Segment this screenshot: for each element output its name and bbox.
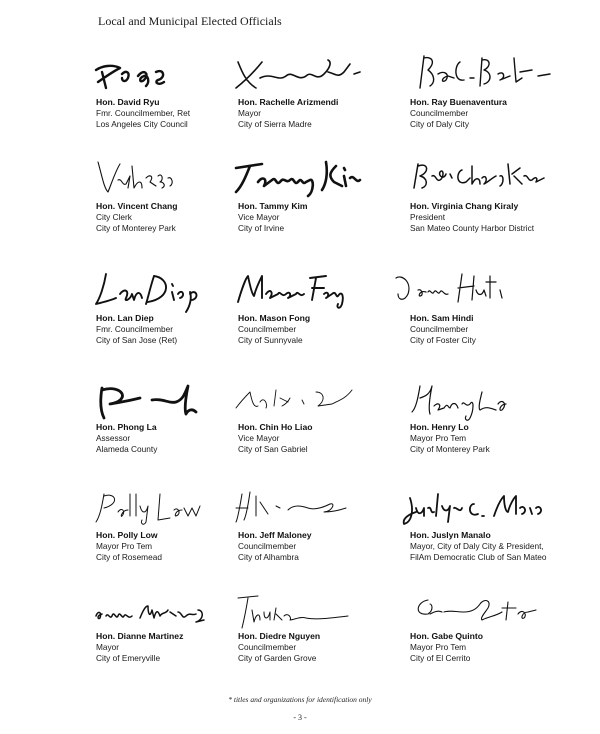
signature-1	[92, 52, 242, 96]
signature-7	[92, 268, 242, 312]
official-title: Mayor	[238, 108, 262, 118]
official-name: Hon. Chin Ho Liao	[238, 422, 313, 432]
official-name: Hon. Sam Hindi	[410, 313, 474, 323]
official-card	[238, 97, 408, 129]
signature-9	[390, 268, 540, 312]
official-title: Mayor Pro Tem	[410, 642, 467, 652]
footnote: * titles and organizations for identification only	[228, 695, 372, 704]
signature-10	[92, 378, 242, 422]
official-organization: City of Monterey Park	[96, 222, 176, 233]
official-title: President	[410, 212, 446, 222]
official-organization: City of Alhambra	[238, 551, 299, 562]
official-organization: City of Rosemead	[96, 551, 162, 562]
official-card	[410, 313, 580, 345]
signature-18	[410, 590, 560, 634]
official-name: Hon. Tammy Kim	[238, 201, 308, 211]
official-name: Hon. Ray Buenaventura	[410, 97, 507, 107]
official-name: Hon. Mason Fong	[238, 313, 311, 323]
official-card	[238, 422, 408, 454]
official-name: Hon. Phong La	[96, 422, 157, 432]
official-card	[238, 201, 408, 233]
official-card	[410, 422, 580, 454]
official-title: Fmr. Councilmember	[96, 324, 173, 334]
official-title: Councilmember	[238, 324, 297, 334]
official-card	[238, 631, 408, 663]
official-name: Hon. Juslyn Manalo	[410, 530, 491, 540]
official-title: City Clerk	[96, 212, 132, 222]
signature-5	[232, 156, 382, 200]
official-organization: City of Monterey Park	[410, 443, 490, 454]
signature-14	[232, 486, 382, 530]
official-name: Hon. Diedre Nguyen	[238, 631, 321, 641]
official-title: Fmr. Councilmember, Ret	[96, 108, 191, 118]
official-organization: City of Emeryville	[96, 652, 161, 663]
official-title: Vice Mayor	[238, 433, 280, 443]
signature-6	[410, 156, 560, 200]
signature-15	[400, 486, 550, 530]
signature-4	[92, 156, 242, 200]
signature-13	[92, 486, 242, 530]
official-title: Mayor, City of Daly City & President,	[410, 541, 544, 551]
signature-16	[92, 590, 242, 634]
signature-17	[232, 590, 382, 634]
official-organization: City of Daly City	[410, 118, 470, 129]
official-title: Vice Mayor	[238, 212, 280, 222]
official-name: Hon. Virginia Chang Kiraly	[410, 201, 519, 211]
official-name: Hon. Jeff Maloney	[238, 530, 312, 540]
official-card	[238, 313, 408, 345]
official-title: Mayor Pro Tem	[410, 433, 467, 443]
page-heading: Local and Municipal Elected Officials	[98, 14, 282, 28]
official-name: Hon. Lan Diep	[96, 313, 154, 323]
official-card	[238, 530, 408, 562]
official-organization: City of Garden Grove	[238, 652, 317, 663]
official-organization: Los Angeles City Council	[96, 118, 188, 129]
official-title: Councilmember	[238, 541, 297, 551]
official-title: Councilmember	[410, 324, 469, 334]
official-organization: City of Sierra Madre	[238, 118, 312, 129]
signature-3	[410, 52, 560, 96]
official-organization: City of El Cerrito	[410, 652, 471, 663]
official-name: Hon. Henry Lo	[410, 422, 469, 432]
official-card	[410, 631, 580, 663]
official-name: Hon. Rachelle Arizmendi	[238, 97, 339, 107]
signature-12	[410, 378, 560, 422]
official-organization: City of Sunnyvale	[238, 334, 303, 345]
official-name: Hon. Dianne Martinez	[96, 631, 184, 641]
official-organization: City of San Gabriel	[238, 443, 308, 454]
signature-8	[232, 268, 382, 312]
official-organization: Alameda County	[96, 443, 158, 454]
official-title: Councilmember	[238, 642, 297, 652]
official-card	[410, 201, 580, 233]
official-organization: City of Foster City	[410, 334, 476, 345]
signature-11	[232, 378, 382, 422]
official-organization: San Mateo County Harbor District	[410, 222, 535, 233]
official-organization: City of Irvine	[238, 222, 285, 233]
official-name: Hon. David Ryu	[96, 97, 160, 107]
official-title: Assessor	[96, 433, 131, 443]
official-organization: City of San Jose (Ret)	[96, 334, 178, 345]
official-name: Hon. Gabe Quinto	[410, 631, 484, 641]
official-organization: FilAm Democratic Club of San Mateo	[410, 551, 547, 562]
official-title: Mayor Pro Tem	[96, 541, 153, 551]
official-card	[410, 97, 580, 129]
official-name: Hon. Polly Low	[96, 530, 158, 540]
page-number: - 3 -	[293, 713, 307, 722]
official-title: Councilmember	[410, 108, 469, 118]
official-title: Mayor	[96, 642, 120, 652]
signature-2	[232, 52, 382, 96]
official-name: Hon. Vincent Chang	[96, 201, 178, 211]
official-card	[410, 530, 580, 562]
